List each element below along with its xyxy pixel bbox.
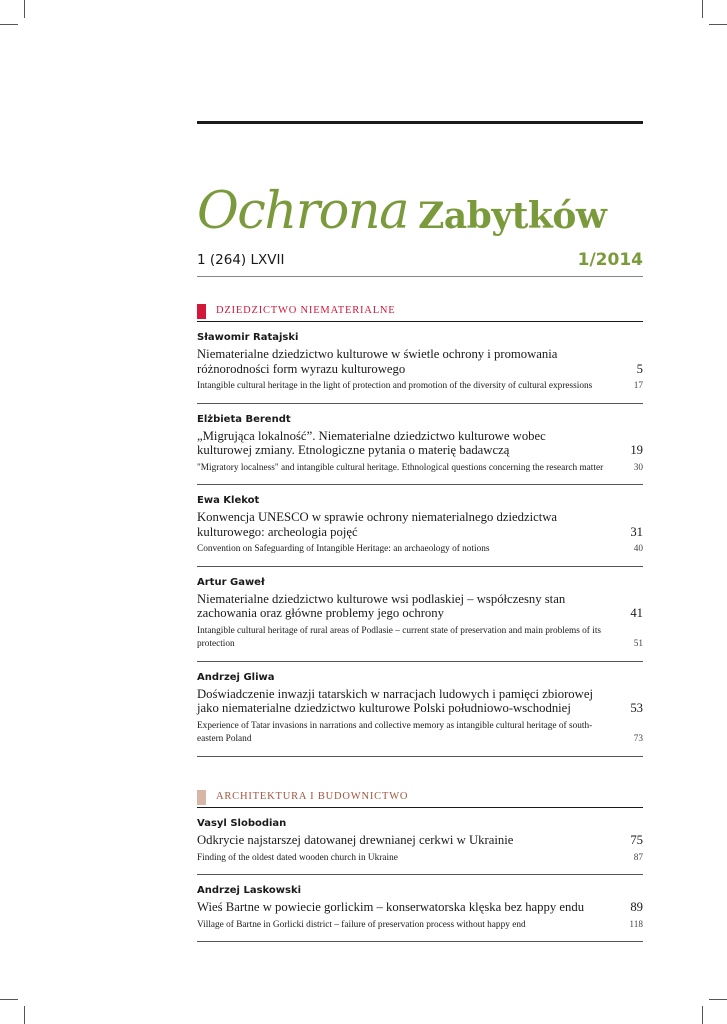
journal-title-bold: Zabytków xyxy=(418,195,607,237)
section-marker xyxy=(197,304,206,319)
entry-title-en: Finding of the oldest dated wooden church in Ukraine xyxy=(197,852,398,863)
entry-page-pl: 31 xyxy=(630,524,643,539)
section-dziedzictwo xyxy=(197,304,643,757)
entry-title-pl: Wieś Bartne w powiecie gorlickim – konserwatorska klęska bez happy endu xyxy=(197,900,585,914)
toc-entry[interactable] xyxy=(197,567,643,662)
entry-author: Sławomir Ratajski xyxy=(197,332,299,343)
entry-author: Andrzej Gliwa xyxy=(197,671,275,683)
toc-entry[interactable] xyxy=(197,322,643,404)
toc-entry[interactable] xyxy=(197,662,643,757)
issue-row xyxy=(197,250,643,272)
entry-author: Artur Gaweł xyxy=(197,576,265,588)
entry-author: Andrzej Laskowski xyxy=(197,885,302,896)
entry-page-pl: 75 xyxy=(630,833,643,847)
entry-title-pl: Odkrycie najstarszej datowanej drewnianej cerkwi w Ukrainie xyxy=(197,833,514,847)
entry-title-pl: Doświadczenie inwazji tatarskich w narracjach ludowych i pamięci zbiorowej jako niematerialne dziedzictwo kulturowe Polski południowo-wschodniej xyxy=(197,686,593,715)
issue-year: 1/2014 xyxy=(577,250,643,270)
section-header xyxy=(197,304,643,322)
section-architektura xyxy=(197,790,643,942)
entry-page-en: 118 xyxy=(629,919,643,930)
top-rule xyxy=(197,121,643,124)
issue-number: 1 (264) LXVII xyxy=(197,252,285,268)
section-title: DZIEDZICTWO NIEMATERIALNE xyxy=(216,305,396,316)
entry-page-en: 17 xyxy=(633,381,643,391)
crop-mark-top-left-h xyxy=(0,24,18,25)
entry-page-pl: 53 xyxy=(630,701,643,715)
entry-page-en: 51 xyxy=(633,639,643,649)
entry-page-pl: 5 xyxy=(636,361,643,376)
entry-page-pl: 19 xyxy=(630,443,643,457)
entry-page-pl: 89 xyxy=(630,900,643,914)
entry-title-en: Intangible cultural heritage of rural areas of Podlasie – current state of preservation and main problems of its protection xyxy=(197,625,602,649)
crop-mark-top-right-v xyxy=(702,0,703,18)
journal-title-italic: Ochrona xyxy=(197,182,409,241)
section-marker xyxy=(197,790,206,805)
entry-page-en: 40 xyxy=(633,544,643,554)
crop-mark-bottom-left-h xyxy=(0,999,18,1000)
entry-author: Elżbieta Berendt xyxy=(197,413,291,425)
crop-mark-top-left-v xyxy=(24,0,25,18)
crop-mark-bottom-left-v xyxy=(24,1006,25,1024)
entry-page-en: 87 xyxy=(633,852,643,863)
section-title: ARCHITEKTURA I BUDOWNICTWO xyxy=(216,791,409,802)
entry-title-pl: Niematerialne dziedzictwo kulturowe w świetle ochrony i promowania różnorodności form wyrazu kulturowego xyxy=(197,347,558,376)
entry-title-en: "Migratory localness" and intangible cultural heritage. Ethnological questions concerning the research matter xyxy=(197,462,604,473)
toc-entry[interactable] xyxy=(197,875,643,942)
crop-mark-bottom-right-v xyxy=(702,1006,703,1024)
entry-title-en: Intangible cultural heritage in the light of protection and promotion of the diversity of cultural expressions xyxy=(197,381,593,391)
toc-entry[interactable] xyxy=(197,485,643,567)
issue-rule xyxy=(197,276,643,277)
entry-title-pl: Niematerialne dziedzictwo kulturowe wsi podlaskiej – współczesny stan zachowania oraz główne problemy jego ochrony xyxy=(197,591,566,620)
entry-page-en: 73 xyxy=(633,734,643,744)
entry-page-en: 30 xyxy=(633,462,643,473)
crop-mark-bottom-right-h xyxy=(709,999,727,1000)
toc-entry[interactable] xyxy=(197,404,643,486)
entry-author: Vasyl Slobodian xyxy=(197,818,287,829)
entry-author: Ewa Klekot xyxy=(197,495,260,506)
entry-title-en: Convention on Safeguarding of Intangible Heritage: an archaeology of notions xyxy=(197,544,490,554)
entry-title-en: Village of Bartne in Gorlicki district – failure of preservation process without happy end xyxy=(197,919,526,930)
toc-entry[interactable] xyxy=(197,808,643,875)
entry-title-en: Experience of Tatar invasions in narrations and collective memory as intangible cultural heritage of south-eastern Poland xyxy=(197,720,593,744)
crop-mark-top-right-h xyxy=(709,24,727,25)
entry-title-pl: „Migrująca lokalność”. Niematerialne dziedzictwo kulturowe wobec kulturowej zmiany. Etnologiczne pytania o materię badawczą xyxy=(197,428,546,457)
entry-page-pl: 41 xyxy=(630,606,643,620)
journal-title xyxy=(197,182,643,241)
entry-title-pl: Konwencja UNESCO w sprawie ochrony niematerialnego dziedzictwa kulturowego: archeologia pojęć xyxy=(197,510,558,539)
section-header xyxy=(197,790,643,808)
